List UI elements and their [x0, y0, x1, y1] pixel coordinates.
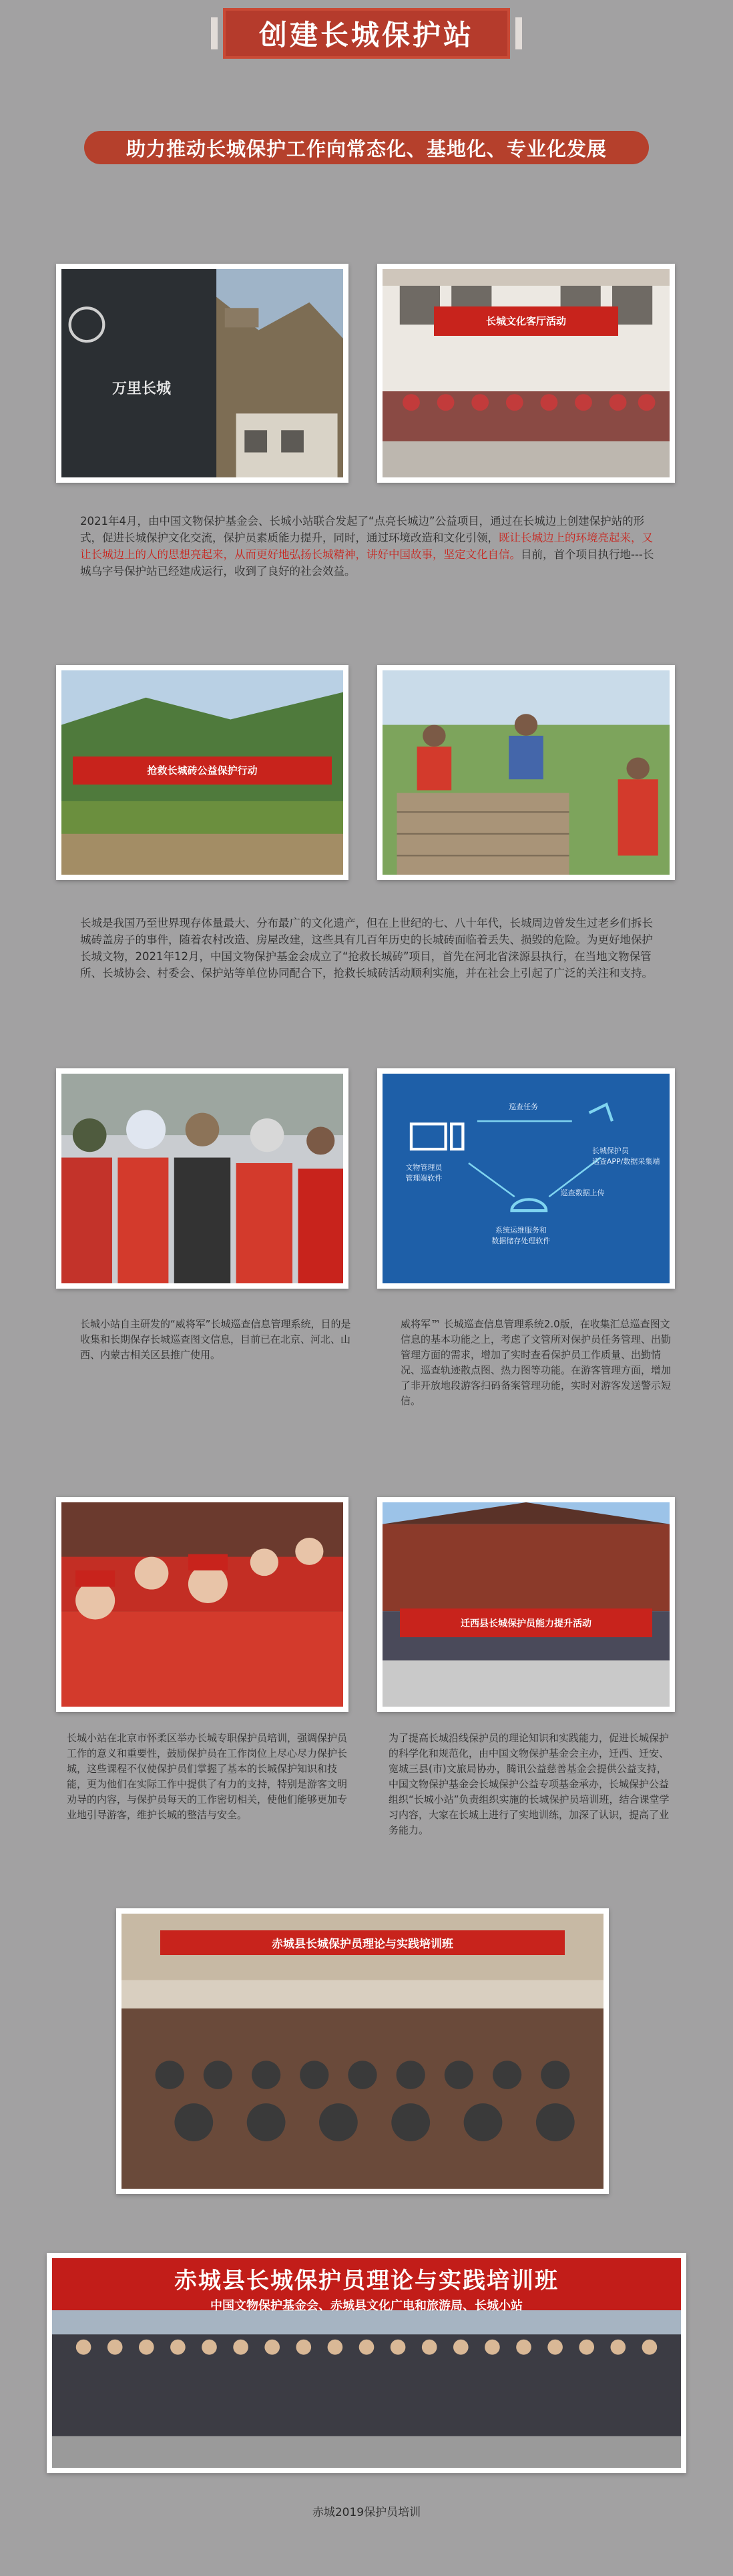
photo-banner: 迁西县长城保护员能力提升活动 — [400, 1608, 652, 1637]
caption-training-left: 长城小站在北京市怀柔区举办长城专职保护员培训，强调保护员工作的意义和重要性，鼓励保护员在工作岗位上尽心尽力保护长城，这些课程不仅使保护员们掌握了基本的长城保护知识和技能，更为他们在实际工作中提供了有力的支持，特别是游客文明劝导的内容，与保护员每天的工作密切相关，使他们能够更加专业地引导游客，维护长城的整洁与安全。 — [67, 1732, 348, 1821]
title-banner — [223, 8, 510, 59]
paragraph-highlight: 既让长城边上的环境亮起来，又让长城边上的人的思想亮起来，从而更好地弘扬长城精神，讲好中国故事，坚定文化自信。 — [80, 531, 653, 561]
photo-banner: 抢救长城砖公益保护行动 — [73, 757, 332, 785]
diagram-node-right: 长城保护员 巡查APP/数据采集端 — [591, 1146, 660, 1166]
photo-training-huairou — [56, 1497, 348, 1712]
paragraph-brick-rescue: 长城是我国乃至世界现存体量最大、分布最广的文化遗产，但在上世纪的七、八十年代，长城周边曾发生过老乡们拆长城砖盖房子的事件，随着农村改造、房屋改建，这些具有几百年历史的长城砖面临着丢失、损毁的危险。为更好地保护长城文物，2021年12月，中国文物保护基金会成立了“抢救长城砖”项目，首先在河北省涞源县执行，在当地文物保管所、长城协会、村委会、保护站等单位协同配合下，抢救长城砖活动顺利实施，并在社会上引起了广泛的关注和支持。 — [80, 917, 653, 980]
diagram-node-left: 文物管理员 管理端软件 — [405, 1162, 443, 1183]
title-box — [223, 8, 510, 59]
paragraph-text: 目前，首个项目执行地---长城乌字号保护站已经建成运行，收到了良好的社会效益。 — [80, 548, 654, 578]
photo-great-wall-sign — [56, 264, 348, 483]
diagram-inspection-system — [377, 1068, 675, 1289]
photo-banner: 长城文化客厅活动 — [434, 306, 618, 336]
group-banner-title: 赤城县长城保护员理论与实践培训班 — [174, 2268, 559, 2294]
photo-culture-lounge — [377, 264, 675, 483]
group-banner-subtitle: 中国文物保护基金会、赤城县文化广电和旅游局、长城小站 — [210, 2299, 523, 2313]
paragraph-text: 2021年4月，由中国文物保护基金会、长城小站联合发起了“点亮长城边”公益项目，通过在长城边上创建保护站的形式，促进长城保护文化交流，保护员素质能力提升，同时，通过环境改造和文化引领， — [80, 515, 645, 544]
diagram-arrow-label: 巡查数据上传 — [560, 1188, 605, 1197]
sign-text: 万里长城 — [111, 381, 171, 398]
photo-chicheng-group — [47, 2253, 686, 2473]
diagram-node-bottom: 系统运维服务和 数据储存处理软件 — [491, 1226, 551, 1246]
page-title: 创建长城保护站 — [258, 19, 474, 51]
photo-brick-rescue-work — [377, 665, 675, 880]
diagram-arrow-label: 巡查任务 — [509, 1102, 539, 1111]
photo-banner: 赤城县长城保护员理论与实践培训班 — [160, 1930, 565, 1955]
photo-chicheng-classroom — [116, 1908, 609, 2194]
subtitle-pill: 助力推动长城保护工作向常态化、基地化、专业化发展 — [84, 131, 649, 164]
photo-app-demo — [56, 1068, 348, 1289]
footer-caption: 赤城2019保护员培训 — [312, 2506, 421, 2519]
photo-qianxi-training — [377, 1497, 675, 1712]
caption-system-right: 威将军™ 长城巡查信息管理系统2.0版，在收集汇总巡查图文信息的基本功能之上，考虑了文管所对保护员任务管理、出勤管理方面的需求，增加了实时查看保护员工作质量、出勤情况、巡查轨迹散点图、热力图等功能。在游客管理方面，增加了非开放地段游客扫码备案管理功能，实时对游客发送警示短信。 — [401, 1318, 672, 1407]
group-photo-banner — [52, 2258, 681, 2313]
photo-brick-rescue-banner — [56, 665, 348, 880]
paragraph-project-intro — [80, 513, 654, 580]
caption-system-left: 长城小站自主研发的“威将军”长城巡查信息管理系统，目的是收集和长期保存长城巡查图文信息，目前已在北京、河北、山西、内蒙古相关区县推广使用。 — [80, 1318, 351, 1361]
caption-training-right: 为了提高长城沿线保护员的理论知识和实践能力，促进长城保护的科学化和规范化，由中国文物保护基金会主办，迁西、迁安、宽城三县(市)文旅局协办，腾讯公益慈善基金会提供公益支持，中国文物保护基金会长城保护公益专项基金承办，长城保护公益组织“长城小站”负责组织实施的长城保护员培训班，结合课堂学习内容，大家在长城上进行了实地训练，加深了认识，提高了业务能力。 — [389, 1732, 670, 1836]
